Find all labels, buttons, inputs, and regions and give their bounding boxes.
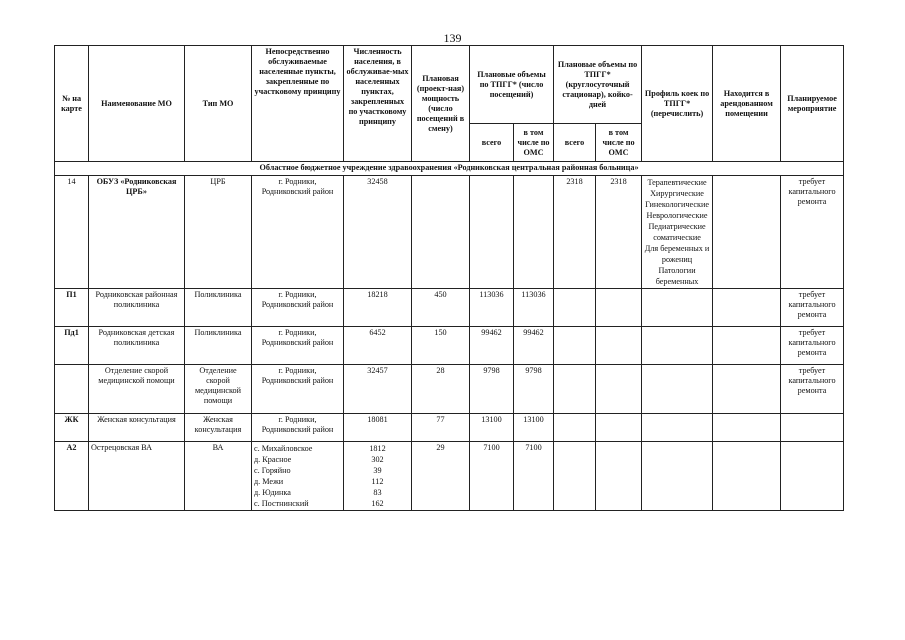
cell-visits-oms: 99462: [514, 327, 554, 365]
cell-mo-type: Женская консультация: [185, 414, 252, 442]
cell-beds-oms: [596, 289, 642, 327]
cell-settlements: г. Родники, Родниковский район: [252, 176, 344, 289]
cell-planned: требует капитального ремонта: [781, 176, 844, 289]
cell-population: 18081: [344, 414, 412, 442]
cell-settlements: с. Михайловское д. Красное с. Горяйно д. Межи д. Юдинка с. Постнинский: [252, 442, 344, 511]
cell-beds-total: [554, 414, 596, 442]
cell-num: ЖК: [55, 414, 89, 442]
cell-rented: [713, 327, 781, 365]
cell-beds-total: [554, 289, 596, 327]
header-visits-total: всего: [470, 124, 514, 162]
cell-visits-total: 113036: [470, 289, 514, 327]
cell-visits-oms: 9798: [514, 365, 554, 414]
cell-population: 18218: [344, 289, 412, 327]
cell-beds-oms: [596, 327, 642, 365]
cell-visits-oms: 7100: [514, 442, 554, 511]
section-row: [55, 162, 844, 176]
cell-beds-total: 2318: [554, 176, 596, 289]
cell-beds-oms: 2318: [596, 176, 642, 289]
cell-bed-profile: [642, 289, 713, 327]
cell-planned: требует капитального ремонта: [781, 365, 844, 414]
cell-visits-total: 9798: [470, 365, 514, 414]
cell-mo-name: Родниковская районная поликлиника: [89, 289, 185, 327]
cell-beds-total: [554, 442, 596, 511]
cell-settlements: г. Родники, Родниковский район: [252, 414, 344, 442]
cell-mo-name: Родниковская детская поликлиника: [89, 327, 185, 365]
cell-visits-total: [470, 176, 514, 289]
cell-num: Пд1: [55, 327, 89, 365]
header-mo-name: Наименование МО: [89, 46, 185, 162]
header-rented: Находится в арендованном помещении: [713, 46, 781, 162]
table-row: [55, 414, 844, 442]
cell-bed-profile: Терапевтические Хирургические Гинекологические Неврологические Педиатрические соматические Для беременных и рожениц Патологии беременных: [642, 176, 713, 289]
cell-capacity: 150: [412, 327, 470, 365]
cell-population: 1812 302 39 112 83 162: [344, 442, 412, 511]
page-number: 139: [443, 31, 462, 45]
cell-population: 32457: [344, 365, 412, 414]
cell-mo-name: ОБУЗ «Родниковская ЦРБ»: [89, 176, 185, 289]
cell-planned: [781, 414, 844, 442]
cell-capacity: 450: [412, 289, 470, 327]
facilities-table: [54, 45, 844, 511]
cell-bed-profile: [642, 442, 713, 511]
cell-capacity: [412, 176, 470, 289]
header-planned: Планируемое мероприятие: [781, 46, 844, 162]
cell-mo-name: Женская консультация: [89, 414, 185, 442]
cell-mo-type: Поликлиника: [185, 327, 252, 365]
cell-planned: требует капитального ремонта: [781, 289, 844, 327]
header-bed-profile: Профиль коек по ТПГГ* (перечислить): [642, 46, 713, 162]
cell-bed-profile: [642, 327, 713, 365]
cell-beds-total: [554, 365, 596, 414]
cell-planned: требует капитального ремонта: [781, 327, 844, 365]
cell-settlements: г. Родники, Родниковский район: [252, 365, 344, 414]
cell-rented: [713, 414, 781, 442]
cell-visits-oms: [514, 176, 554, 289]
cell-capacity: 29: [412, 442, 470, 511]
table-row: [55, 289, 844, 327]
cell-population: 32458: [344, 176, 412, 289]
cell-rented: [713, 176, 781, 289]
header-visits: Плановые объемы по ТПГГ* (число посещений): [470, 46, 554, 124]
header-beds: Плановые объемы по ТПГГ* (круглосуточный стационар), койко-дней: [554, 46, 642, 124]
cell-mo-name: Острецовская ВА: [89, 442, 185, 511]
header-settlements: Непосредственно обслуживаемые населенные пункты, закрепленные по участковому принципу: [252, 46, 344, 162]
header-visits-oms: в том числе по ОМС: [514, 124, 554, 162]
cell-mo-type: ЦРБ: [185, 176, 252, 289]
cell-visits-total: 99462: [470, 327, 514, 365]
table-row: [55, 365, 844, 414]
header-beds-total: всего: [554, 124, 596, 162]
cell-num: [55, 365, 89, 414]
cell-capacity: 28: [412, 365, 470, 414]
cell-capacity: 77: [412, 414, 470, 442]
cell-bed-profile: [642, 414, 713, 442]
cell-mo-type: ВА: [185, 442, 252, 511]
cell-settlements: г. Родники, Родниковский район: [252, 327, 344, 365]
cell-rented: [713, 442, 781, 511]
cell-num: А2: [55, 442, 89, 511]
table-row: [55, 176, 844, 289]
table-row: [55, 442, 844, 511]
cell-visits-total: 7100: [470, 442, 514, 511]
cell-beds-oms: [596, 442, 642, 511]
cell-mo-type: Отделение скорой медицинской помощи: [185, 365, 252, 414]
cell-mo-name: Отделение скорой медицинской помощи: [89, 365, 185, 414]
cell-rented: [713, 289, 781, 327]
header-num: № на карте: [55, 46, 89, 162]
cell-visits-oms: 113036: [514, 289, 554, 327]
cell-settlements: г. Родники, Родниковский район: [252, 289, 344, 327]
cell-rented: [713, 365, 781, 414]
cell-visits-total: 13100: [470, 414, 514, 442]
cell-population: 6452: [344, 327, 412, 365]
cell-num: П1: [55, 289, 89, 327]
header-population: Численность населения, в обслуживае-мых населенных пунктах, закрепленных по участковому принципу: [344, 46, 412, 162]
header-mo-type: Тип МО: [185, 46, 252, 162]
cell-beds-oms: [596, 365, 642, 414]
cell-beds-oms: [596, 414, 642, 442]
header-row: [55, 46, 844, 124]
cell-mo-type: Поликлиника: [185, 289, 252, 327]
table-row: [55, 327, 844, 365]
cell-planned: [781, 442, 844, 511]
cell-beds-total: [554, 327, 596, 365]
header-beds-oms: в том числе по ОМС: [596, 124, 642, 162]
cell-visits-oms: 13100: [514, 414, 554, 442]
section-title: Областное бюджетное учреждение здравоохранения «Родниковская центральная районная больница»: [55, 162, 844, 176]
cell-num: 14: [55, 176, 89, 289]
header-capacity: Плановая (проект-ная) мощность (число посещений в смену): [412, 46, 470, 162]
cell-bed-profile: [642, 365, 713, 414]
